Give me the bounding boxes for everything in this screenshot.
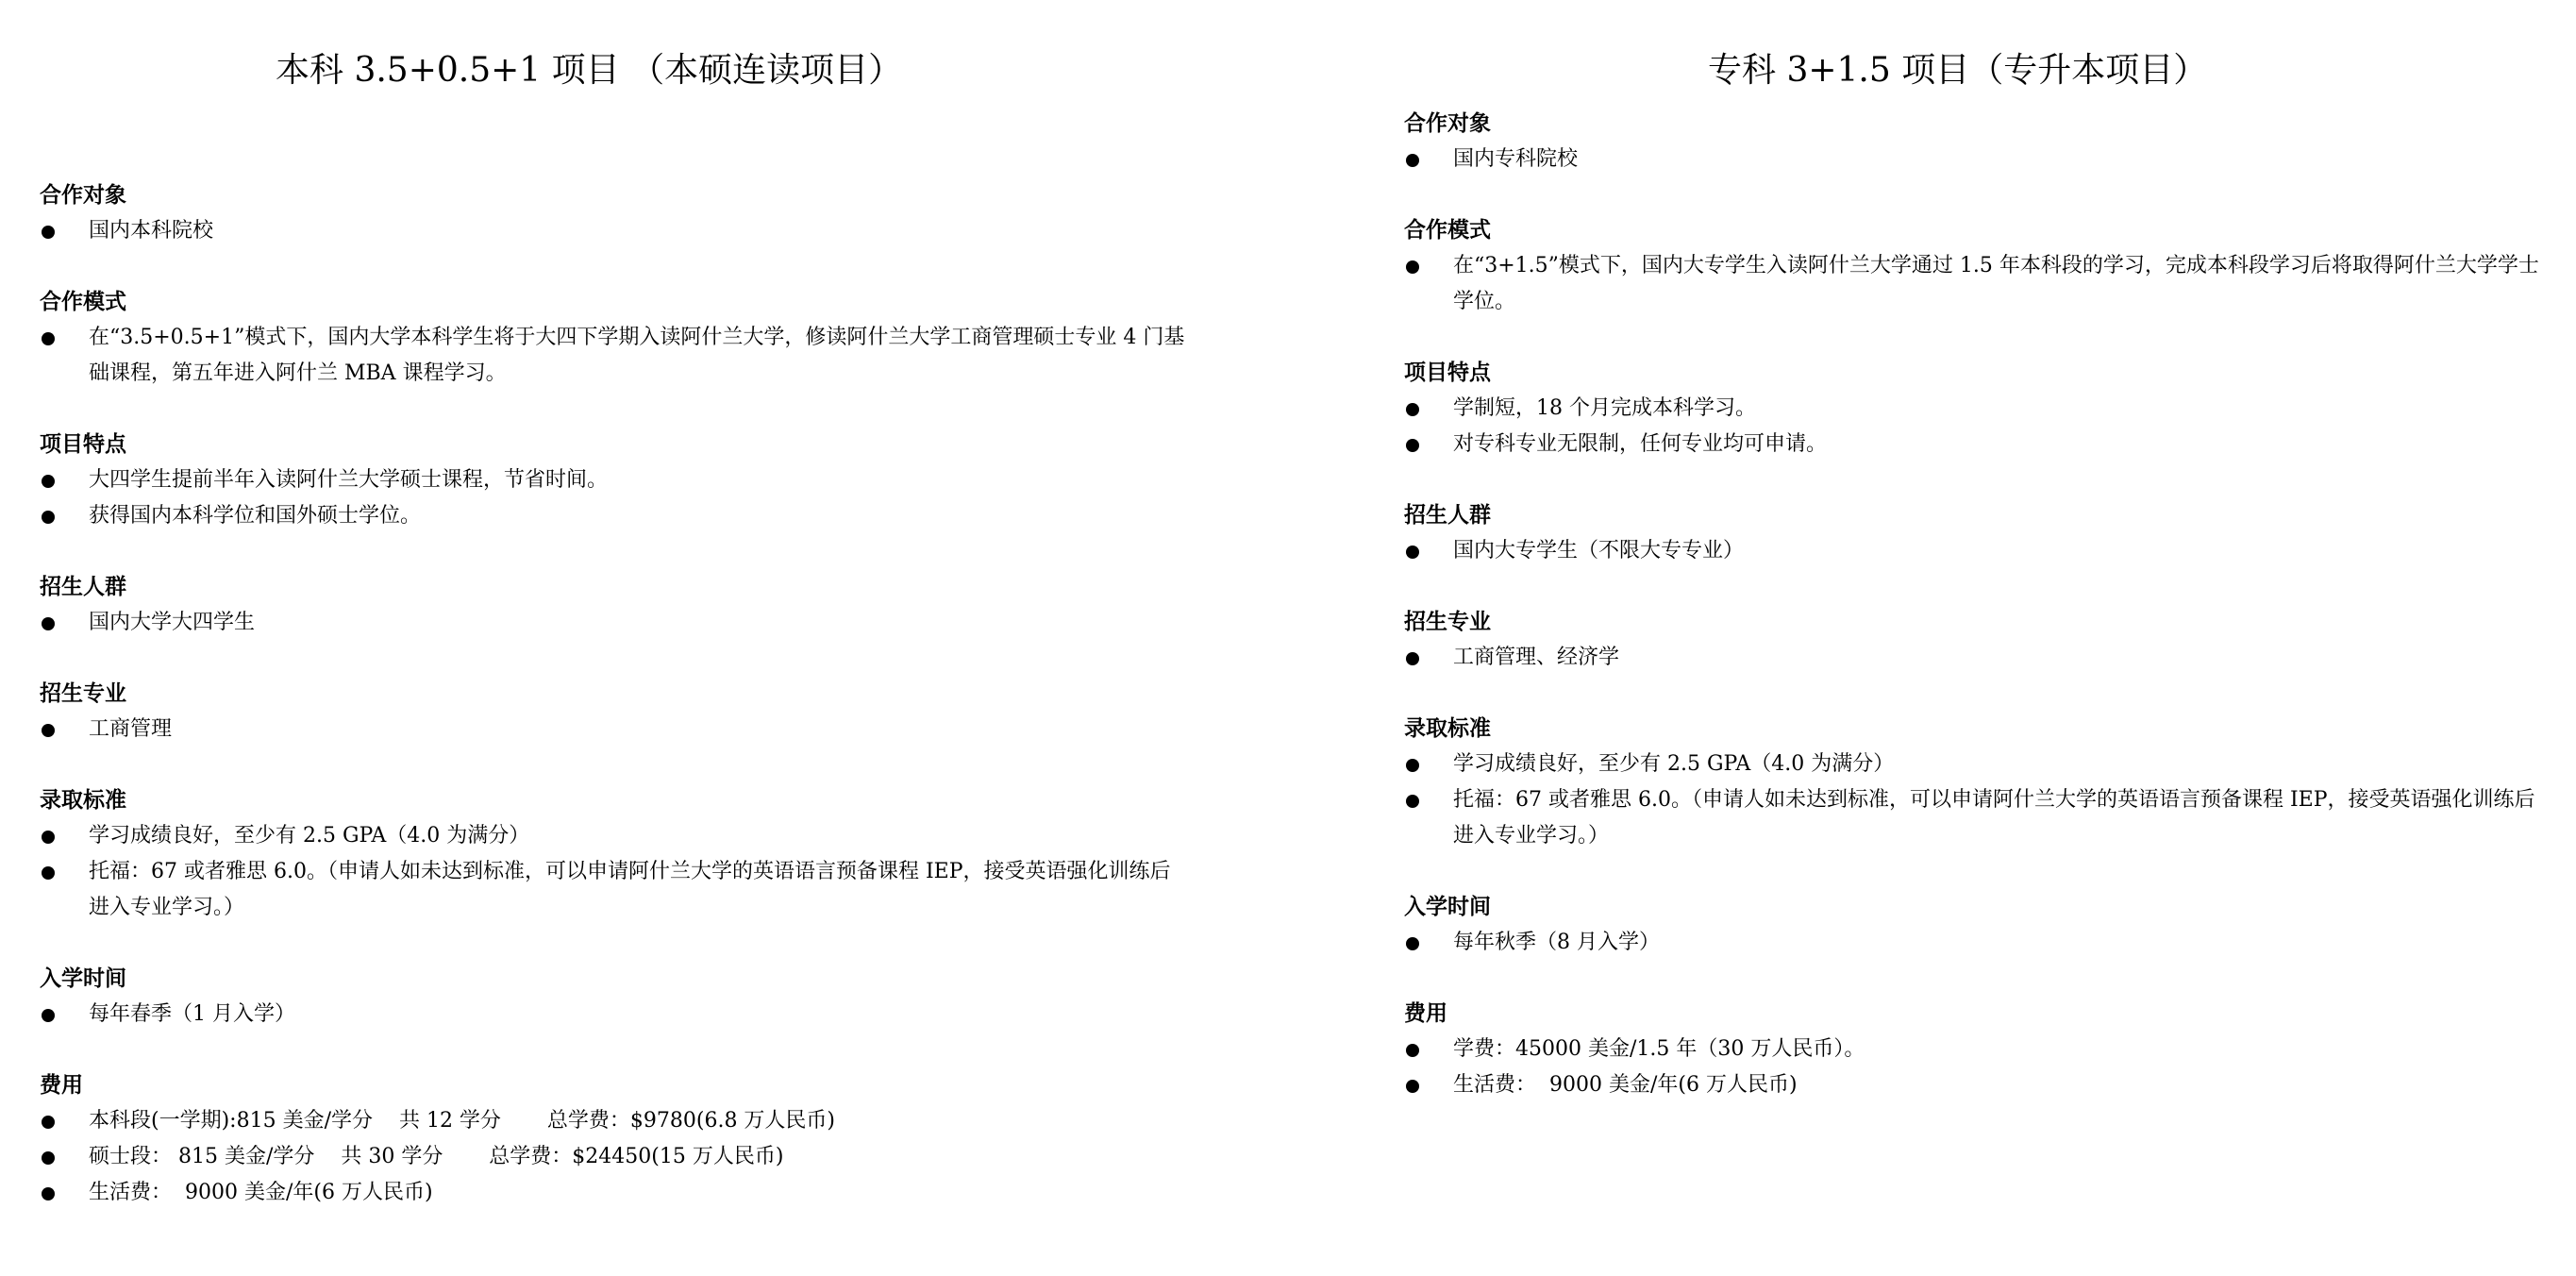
bullet-list <box>1404 142 2546 177</box>
list-item <box>40 213 1191 249</box>
bullet-list <box>1404 1032 2546 1103</box>
bullet-icon <box>42 831 55 844</box>
bullet-list <box>40 712 1191 747</box>
list-item <box>1404 640 2546 676</box>
list-item-text: 国内大学大四学生 <box>89 611 256 634</box>
bullet-list <box>40 605 1191 641</box>
page-title: 本科 3.5+0.5+1 项目 （本硕连读项目） <box>276 51 903 90</box>
section-features <box>40 427 1191 534</box>
section-partner <box>40 177 1191 249</box>
bullet-list <box>40 320 1191 392</box>
bullet-list <box>40 818 1191 926</box>
bullet-icon <box>1406 154 1419 167</box>
list-item <box>40 1139 1191 1175</box>
bullet-icon <box>42 617 55 630</box>
list-item <box>1404 142 2546 177</box>
section-fees <box>40 1067 1191 1211</box>
list-item-text: 工商管理 <box>89 717 173 741</box>
bullet-list <box>1404 640 2546 676</box>
list-item-text: 学费：45000 美金/1.5 年（30 万人民币）。 <box>1453 1037 1865 1061</box>
bullet-icon <box>42 226 55 239</box>
list-item-text: 在“3+1.5”模式下，国内大专学生入读阿什兰大学通过 1.5 年本科段的学习，完成本科段学习后将取得阿什兰大学学士学位。 <box>1453 254 2539 313</box>
bullet-list <box>1404 533 2546 569</box>
list-item <box>40 818 1191 854</box>
bullet-list <box>40 1103 1191 1211</box>
section-heading: 费用 <box>40 1073 83 1098</box>
section-heading: 入学时间 <box>1404 895 1491 919</box>
list-item-text: 每年秋季（8 月入学） <box>1453 931 1660 954</box>
bullet-icon <box>42 1116 55 1129</box>
section-mode <box>1404 212 2546 320</box>
list-item-text: 在“3.5+0.5+1”模式下，国内大学本科学生将于大四下学期入读阿什兰大学，修读阿什兰大学工商管理硕士专业 4 门基础课程，第五年进入阿什兰 MBA 课程学习。 <box>89 326 1185 385</box>
list-item <box>1404 533 2546 569</box>
section-audience <box>1404 497 2546 569</box>
section-heading: 合作模式 <box>1404 218 1491 243</box>
section-audience <box>40 569 1191 641</box>
bullet-icon <box>1406 403 1419 416</box>
bullet-list <box>1404 391 2546 462</box>
list-item-text: 对专科专业无限制，任何专业均可申请。 <box>1453 432 1828 456</box>
list-item <box>40 498 1191 534</box>
list-item-text: 大四学生提前半年入读阿什兰大学硕士课程，节省时间。 <box>89 468 609 492</box>
bullet-icon <box>42 866 55 880</box>
bullet-list <box>40 213 1191 249</box>
section-majors <box>40 676 1191 747</box>
bullet-icon <box>1406 759 1419 772</box>
section-mode <box>40 284 1191 392</box>
bullet-icon <box>1406 1080 1419 1093</box>
section-heading: 录取标准 <box>40 788 126 813</box>
bullet-icon <box>1406 652 1419 665</box>
bullet-list <box>1404 925 2546 961</box>
section-list <box>1404 106 2546 1138</box>
list-item-text: 托福：67 或者雅思 6.0。（申请人如未达到标准，可以申请阿什兰大学的英语语言预备课程 IEP，接受英语强化训练后进入专业学习。） <box>1453 788 2535 848</box>
section-intake <box>40 961 1191 1033</box>
list-item <box>40 1103 1191 1139</box>
bullet-icon <box>1406 260 1419 274</box>
bullet-icon <box>42 724 55 737</box>
section-heading: 招生人群 <box>1404 503 1491 528</box>
list-item-text: 国内专科院校 <box>1453 147 1579 171</box>
bullet-icon <box>1406 439 1419 452</box>
section-majors <box>1404 604 2546 676</box>
section-partner <box>1404 106 2546 177</box>
list-item-text: 学习成绩良好，至少有 2.5 GPA（4.0 为满分） <box>1453 752 1895 776</box>
list-item <box>1404 391 2546 427</box>
section-heading: 费用 <box>1404 1001 1447 1026</box>
list-item-text: 获得国内本科学位和国外硕士学位。 <box>89 504 422 528</box>
bullet-list <box>1404 248 2546 320</box>
list-item <box>40 462 1191 498</box>
list-item <box>40 605 1191 641</box>
list-item <box>1404 248 2546 320</box>
list-item-text: 国内大专学生（不限大专专业） <box>1453 539 1745 562</box>
bullet-icon <box>1406 937 1419 950</box>
bullet-icon <box>42 475 55 488</box>
section-fees <box>1404 996 2546 1103</box>
section-features <box>1404 355 2546 462</box>
list-item-text: 本科段(一学期):815 美金/学分 共 12 学分 总学费：$9780(6.8 万人民币) <box>89 1109 836 1133</box>
section-heading: 招生人群 <box>40 575 126 599</box>
list-item <box>1404 925 2546 961</box>
list-item-text: 生活费： 9000 美金/年(6 万人民币) <box>89 1181 433 1204</box>
list-item-text: 硕士段： 815 美金/学分 共 30 学分 总学费：$24450(15 万人民币) <box>89 1145 784 1168</box>
list-item-text: 学制短，18 个月完成本科学习。 <box>1453 396 1756 420</box>
section-admission <box>40 782 1191 926</box>
list-item-text: 托福：67 或者雅思 6.0。（申请人如未达到标准，可以申请阿什兰大学的英语语言预备课程 IEP，接受英语强化训练后进入专业学习。） <box>89 860 1171 919</box>
section-heading: 项目特点 <box>1404 361 1491 385</box>
section-admission <box>1404 711 2546 854</box>
section-intake <box>1404 889 2546 961</box>
list-item-text: 工商管理、经济学 <box>1453 646 1620 669</box>
bullet-icon <box>42 1151 55 1165</box>
list-item <box>40 997 1191 1033</box>
list-item <box>1404 427 2546 462</box>
page-title: 专科 3+1.5 项目（专升本项目） <box>1708 51 2208 90</box>
bullet-list <box>1404 747 2546 854</box>
list-item-text: 每年春季（1 月入学） <box>89 1002 295 1026</box>
list-item <box>1404 782 2546 854</box>
list-item-text: 国内本科院校 <box>89 219 214 243</box>
section-heading: 入学时间 <box>40 966 126 991</box>
list-item <box>40 712 1191 747</box>
section-heading: 招生专业 <box>1404 610 1491 634</box>
list-item-text: 学习成绩良好，至少有 2.5 GPA（4.0 为满分） <box>89 824 530 848</box>
bullet-icon <box>42 511 55 524</box>
list-item <box>40 1175 1191 1211</box>
list-item <box>1404 1032 2546 1067</box>
bullet-list <box>40 462 1191 534</box>
bullet-icon <box>42 332 55 345</box>
section-heading: 合作对象 <box>1404 111 1491 136</box>
bullet-icon <box>1406 795 1419 808</box>
bullet-icon <box>1406 546 1419 559</box>
section-heading: 录取标准 <box>1404 716 1491 741</box>
bullet-icon <box>42 1187 55 1200</box>
list-item <box>40 854 1191 926</box>
list-item <box>1404 1067 2546 1103</box>
section-heading: 项目特点 <box>40 432 126 457</box>
list-item-text: 生活费： 9000 美金/年(6 万人民币) <box>1453 1073 1798 1097</box>
section-heading: 合作模式 <box>40 290 126 314</box>
bullet-icon <box>1406 1044 1419 1057</box>
section-heading: 招生专业 <box>40 681 126 706</box>
list-item <box>1404 747 2546 782</box>
bullet-list <box>40 997 1191 1033</box>
section-list <box>40 177 1191 1246</box>
list-item <box>40 320 1191 392</box>
section-heading: 合作对象 <box>40 183 126 208</box>
bullet-icon <box>42 1009 55 1022</box>
